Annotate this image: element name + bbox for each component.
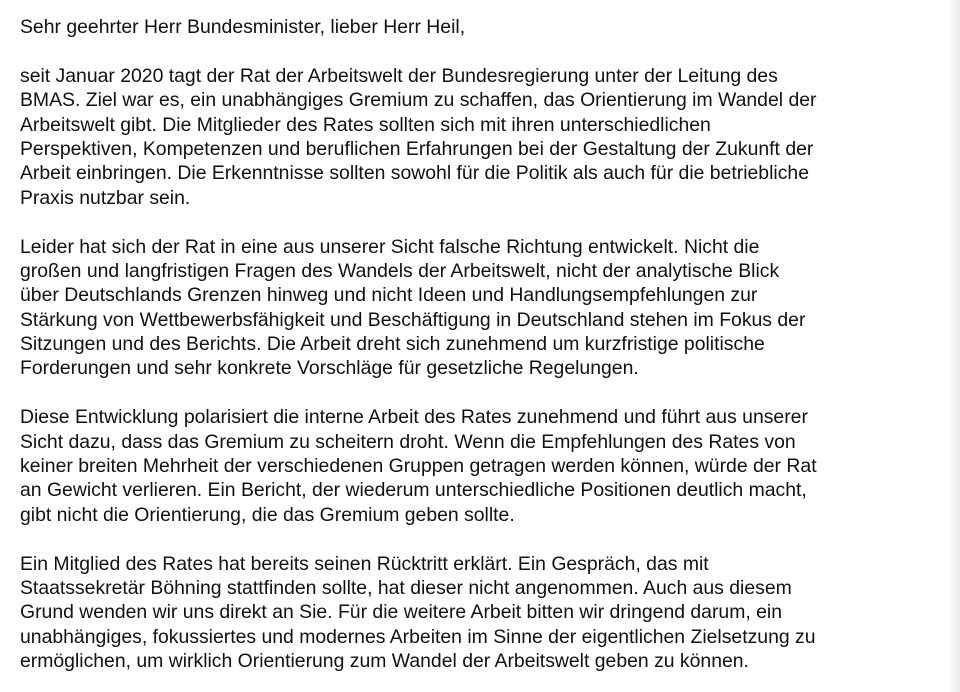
paragraph-4-line-5: ermöglichen, um wirklich Orientierung zum Wandel der Arbeitswelt geben zu können. [20, 650, 749, 673]
paragraph-2-line-6: Forderungen und sehr konkrete Vorschläge für gesetzliche Regelungen. [20, 357, 639, 380]
paragraph-1-line-6: Praxis nutzbar sein. [20, 186, 191, 209]
paragraph-2-line-5: Sitzungen und des Berichts. Die Arbeit dreht sich zunehmend um kurzfristige politische [20, 333, 765, 356]
paragraph-3-line-3: keiner breiten Mehrheit der verschiedenen Gruppen getragen werden können, würde der Rat [20, 455, 817, 478]
paragraph-2-line-2: großen und langfristigen Fragen des Wandels der Arbeitswelt, nicht der analytische Blick [20, 259, 780, 282]
paragraph-2-line-1: Leider hat sich der Rat in eine aus unserer Sicht falsche Richtung entwickelt. Nicht die [20, 235, 760, 258]
paragraph-1-line-5: Arbeit einbringen. Die Erkenntnisse sollten sowohl für die Politik als auch für die betriebliche [20, 162, 809, 185]
paragraph-2-line-3: über Deutschlands Grenzen hinweg und nicht Ideen und Handlungsempfehlungen zur [20, 284, 758, 307]
paragraph-4-line-4: unabhängiges, fokussiertes und modernes Arbeiten im Sinne der eigentlichen Zielsetzung zu [20, 625, 816, 648]
paragraph-spacer [20, 39, 950, 63]
letter-salutation: Sehr geehrter Herr Bundesminister, lieber Herr Heil, [20, 16, 466, 38]
paragraph-2-line-4: Stärkung von Wettbewerbsfähigkeit und Beschäftigung in Deutschland stehen im Fokus der [20, 308, 806, 331]
paragraph-3-line-1: Diese Entwicklung polarisiert die interne Arbeit des Rates zunehmend und führt aus unserer [20, 406, 808, 429]
paragraph-1 [20, 64, 950, 210]
paragraph-1-line-2: BMAS. Ziel war es, ein unabhängiges Gremium zu schaffen, das Orientierung im Wandel der [20, 89, 817, 112]
paragraph-4-line-3: Grund wenden wir uns direkt an Sie. Für die weitere Arbeit bitten wir dringend darum, ein [20, 601, 783, 624]
paragraph-4 [20, 552, 950, 674]
paragraph-spacer [20, 381, 950, 405]
paragraph-2 [20, 235, 950, 381]
paragraph-1-line-4: Perspektiven, Kompetenzen und beruflichen Erfahrungen bei der Gestaltung der Zukunft der [20, 137, 814, 160]
paragraph-spacer [20, 527, 950, 551]
paragraph-spacer [20, 210, 950, 234]
paragraph-1-line-1: seit Januar 2020 tagt der Rat der Arbeitswelt der Bundesregierung unter der Leitung des [20, 64, 778, 87]
paragraph-3 [20, 405, 950, 527]
page-edge-shadow [948, 0, 960, 692]
paragraph-3-line-5: gibt nicht die Orientierung, die das Gremium geben sollte. [20, 503, 515, 526]
letter-body [20, 15, 950, 674]
paragraph-4-line-2: Staatssekretär Böhning stattfinden sollte, hat dieser nicht angenommen. Auch aus diesem [20, 576, 792, 599]
paragraph-4-line-1: Ein Mitglied des Rates hat bereits seinen Rücktritt erklärt. Ein Gespräch, das mit [20, 552, 709, 575]
paragraph-3-line-2: Sicht dazu, dass das Gremium zu scheitern droht. Wenn die Empfehlungen des Rates von [20, 430, 796, 453]
paragraph-1-line-3: Arbeitswelt gibt. Die Mitglieder des Rates sollten sich mit ihren unterschiedlichen [20, 113, 711, 136]
paragraph-3-line-4: an Gewicht verlieren. Ein Bericht, der wiederum unterschiedliche Positionen deutlich macht, [20, 479, 807, 502]
